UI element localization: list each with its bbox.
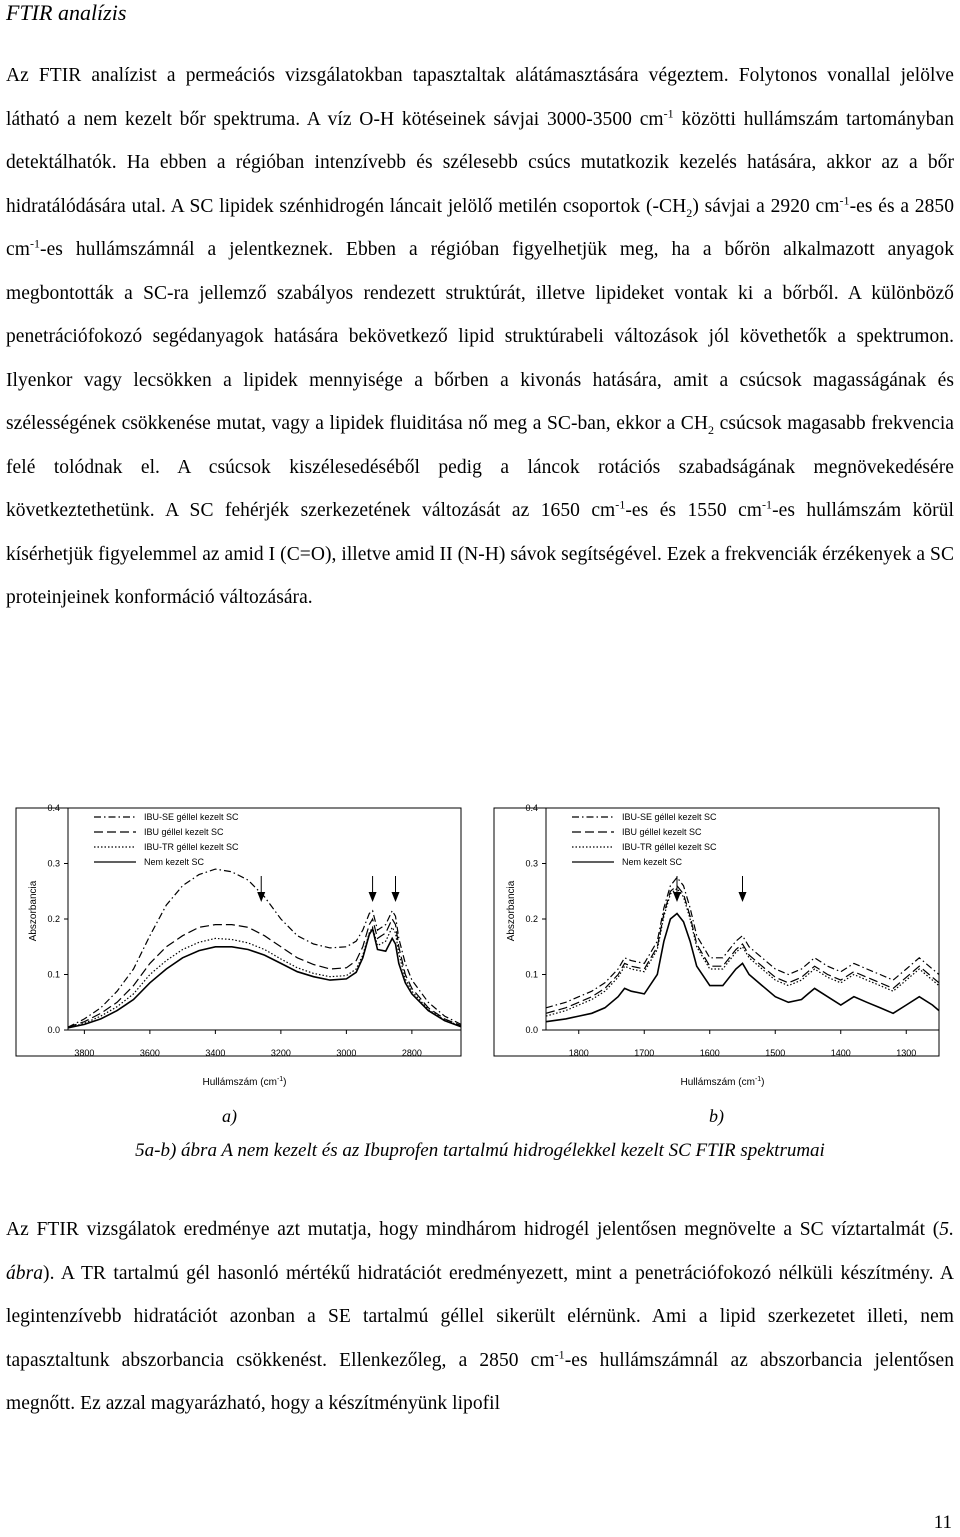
x-tick-label: 3600 <box>139 1048 160 1058</box>
paragraph-intro <box>6 54 954 620</box>
para1-run: közötti hullámszám tartományban detektálhatók. Ha ebben a régióban intenzívebb és szélesebb csúcs mutatkozik kezelés hatására, akkor az a bőr hidratálódására utal. A SC lipidek szénhidrogén láncait jelölő metilén csoportok (-CH <box>6 108 954 217</box>
legend-label: IBU géllel kezelt SC <box>144 827 224 837</box>
x-axis-label: Hullámszám $(cm^{-1})$ <box>680 1076 765 1088</box>
y-tick-label: 0.2 <box>525 914 538 924</box>
para1-run: Az FTIR analízist a permeációs vizsgálatokban tapasztaltak alátámasztására végeztem. Folytonos vonallal jelölve látható a nem kezelt bőr spektruma. A víz O-H kötéseinek sávjai 3000-3500 cm <box>6 65 954 130</box>
para2-run: -1 <box>554 1347 565 1361</box>
para1-run: -es hullámszámnál a jelentkeznek. Ebben a régióban figyelhetjük meg, ha a bőrön alkalmazott anyagok megbontották a SC-ra jellemző szabályos rendezett struktúrát, illetve lipideket vontak ki a bőrből. A különböző penetrációfokozó segédanyagok hatására bekövetkező lipid struktúrabeli változások jól követhetők a spektrumon. Ilyenkor vagy lecsökken a lipidek mennyisége a bőrben a kivonás hatására, amit a csúcsok magasságának és szélességének csökkenése mutat, vagy a lipidek fluiditása nő meg a SC-ban, ekkor a CH <box>6 239 954 434</box>
panel-label-a: a) <box>222 1106 237 1126</box>
para1-run: -es és 1550 cm <box>625 500 763 521</box>
paragraph-results <box>6 1208 954 1426</box>
para1-run: 2 <box>686 205 693 220</box>
x-tick-label: 3400 <box>205 1048 226 1058</box>
series-line-dotted <box>546 889 939 1017</box>
y-axis-label: Abszorbancia <box>506 880 517 942</box>
para2-run: Az FTIR vizsgálatok eredménye azt mutatja, hogy mindhárom hidrogél jelentősen megnövelte a SC víztartalmát ( <box>6 1219 940 1240</box>
figure-caption: 5a-b) ábra A nem kezelt és az Ibuprofen tartalmú hidrogélekkel kezelt SC FTIR spektrumai <box>135 1140 825 1161</box>
x-tick-label: 1800 <box>568 1048 589 1058</box>
x-tick-label: 1400 <box>830 1048 851 1058</box>
x-axis-label-close: ) <box>283 1077 287 1088</box>
para1-run: -1 <box>615 497 626 512</box>
series-line-solid <box>546 914 939 1022</box>
page-number: 11 <box>933 1512 952 1533</box>
ftir-chart-b <box>484 798 944 1098</box>
arrow-head-icon <box>673 892 681 902</box>
y-tick-label: 0.3 <box>47 858 60 869</box>
arrow-head-icon <box>392 892 400 902</box>
legend-label: IBU-SE géllel kezelt SC <box>622 812 717 822</box>
x-tick-label: 1700 <box>634 1048 655 1058</box>
para1-run: -1 <box>29 236 41 251</box>
para1-run: -1 <box>839 193 850 207</box>
para2-run: 5. ábra <box>6 1219 954 1284</box>
para1-run: -1 <box>663 106 674 120</box>
legend-label: IBU-TR géllel kezelt SC <box>622 842 717 852</box>
legend-label: Nem kezelt SC <box>622 857 683 867</box>
x-tick-label: 1600 <box>699 1048 720 1058</box>
y-axis-label: Abszorbancia <box>28 880 39 942</box>
y-tick-label: 0.3 <box>525 858 538 869</box>
y-tick-label: 0.2 <box>47 914 60 924</box>
para1-run: -es és a 2850 cm <box>6 195 954 260</box>
para2-run: -es hullámszámnál az abszorbancia jelentősen megnőtt. Ez azzal magyarázható, hogy a készítményünk lipofil <box>6 1349 954 1414</box>
y-tick-label: 0.0 <box>525 1025 538 1035</box>
para1-run: -es hullámszám körül kísérhetjük figyelemmel az amid I (C=O), illetve amid II (N-H) sávok segítségével. Ezek a frekvenciák érzékenyek a SC proteinjeinek konformáció változására. <box>6 500 954 608</box>
para1-run: csúcsok magasabb frekvencia felé tolódnak el. A csúcsok kiszélesedéséből pedig a láncok rotációs szabadságának megnövekedésére következtethetünk. A SC fehérjék szerkezetének változását az 1650 cm <box>6 413 954 521</box>
panel-label-b: b) <box>709 1106 724 1126</box>
para1-run: ) sávjai a 2920 cm <box>692 195 840 217</box>
x-tick-label: 1300 <box>896 1048 917 1058</box>
x-tick-label: 1500 <box>765 1048 786 1058</box>
x-tick-label: 3800 <box>74 1048 95 1058</box>
x-axis-label-sup: -1 <box>754 1076 762 1083</box>
legend-label: IBU géllel kezelt SC <box>622 827 702 837</box>
legend-label: IBU-TR géllel kezelt SC <box>144 842 239 852</box>
series-line-longdash <box>546 886 939 1014</box>
legend-label: IBU-SE géllel kezelt SC <box>144 812 239 822</box>
arrow-head-icon <box>739 892 747 902</box>
x-axis-label-close: ) <box>761 1077 765 1088</box>
x-axis-label: Hullámszám $(cm^{-1})$ <box>202 1076 287 1088</box>
section-title: FTIR analízis <box>6 0 127 25</box>
y-tick-label: 0.0 <box>47 1025 60 1035</box>
y-tick-label: 0.4 <box>47 803 60 813</box>
x-tick-label: 2800 <box>401 1048 422 1058</box>
ftir-chart-a-svg <box>6 798 466 1098</box>
para1-run: 2 <box>707 422 715 437</box>
legend-label: Nem kezelt SC <box>144 857 205 867</box>
para2-run: ). A TR tartalmú gél hasonló mértékű hidratációt eredményezett, mint a penetrációfokozó nélküli készítmény. A legintenzívebb hidratációt azonban a SE tartalmú géllel sikerült elérnünk. Ami a lipid szerkezetet illeti, nem tapasztaltunk abszorbancia csökkenést. Ellenkezőleg, a 2850 cm <box>6 1262 954 1371</box>
y-tick-label: 0.1 <box>525 969 538 980</box>
y-tick-label: 0.1 <box>47 969 60 980</box>
ftir-chart-b-svg <box>484 798 944 1098</box>
x-axis-label-sup: -1 <box>276 1076 284 1083</box>
x-tick-label: 3200 <box>270 1048 291 1058</box>
y-tick-label: 0.4 <box>525 803 538 813</box>
para1-run: -1 <box>762 497 773 512</box>
arrow-head-icon <box>369 892 377 902</box>
ftir-chart-a <box>6 798 466 1098</box>
x-tick-label: 3000 <box>336 1048 357 1058</box>
